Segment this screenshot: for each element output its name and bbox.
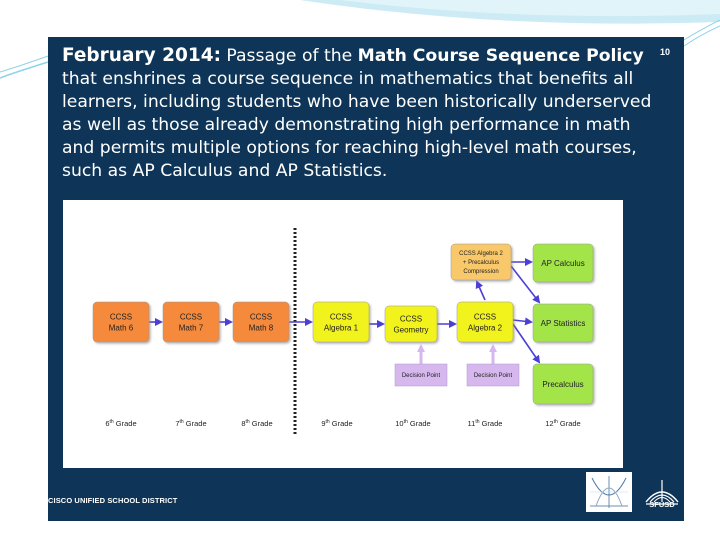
course-label: Math 6 — [108, 323, 134, 333]
grades-layer — [105, 419, 580, 428]
course-label: AP Statistics — [540, 318, 586, 328]
intro-line: learners, including students who have been historically underserved — [62, 92, 652, 112]
intro-line: that enshrines a course sequence in mathematics that benefits all — [62, 69, 634, 89]
boxes-layer — [93, 244, 593, 404]
grade-label: 10th Grade — [395, 419, 431, 428]
course-label: Algebra 1 — [323, 323, 359, 333]
course-box-bg — [313, 302, 369, 342]
course-label: CCSS — [249, 312, 273, 322]
grade-label: 6th Grade — [105, 419, 137, 428]
slide — [48, 37, 684, 521]
course-box-bg — [457, 302, 513, 342]
diagram-canvas — [63, 200, 623, 468]
slide-number: 10 — [659, 47, 670, 57]
decision-point-label: Decision Point — [473, 373, 513, 379]
sfusd-logo-text: SFUSD — [649, 500, 675, 509]
course-label: CCSS — [473, 312, 497, 322]
decision-point-label: Decision Point — [401, 373, 441, 379]
course-box-alg2 — [457, 302, 513, 342]
course-box-precalc — [533, 364, 593, 404]
course-box-comp — [451, 244, 511, 280]
course-label: CCSS — [399, 314, 423, 324]
flow-arrow — [477, 282, 485, 300]
course-box-bg — [163, 302, 219, 342]
course-label: Geometry — [393, 325, 429, 335]
course-label: Math 7 — [178, 323, 204, 333]
course-box-bg — [233, 302, 289, 342]
course-box-geo — [385, 306, 437, 342]
intro-pre: Passage of the — [220, 46, 358, 66]
intro-line: and permits multiple options for reaching high-level math courses, — [62, 138, 637, 158]
intro-line: as well as those already demonstrating high performance in math — [62, 115, 631, 135]
course-box-apcalc — [533, 244, 593, 282]
decision-point — [395, 364, 447, 386]
grade-label: 11th Grade — [467, 419, 503, 428]
course-label: CCSS — [329, 312, 353, 322]
intro-text — [62, 44, 662, 183]
grade-label: 12th Grade — [545, 419, 581, 428]
course-label: + Precalculus — [462, 260, 500, 267]
course-box-apstat — [533, 304, 593, 342]
course-label: CCSS Algebra 2 — [459, 251, 503, 258]
course-box-bg — [385, 306, 437, 342]
course-box-m7 — [163, 302, 219, 342]
course-sequence-diagram — [63, 200, 623, 468]
course-box-alg1 — [313, 302, 369, 342]
course-box-bg — [93, 302, 149, 342]
course-label: Math 8 — [248, 323, 274, 333]
course-label: Compression — [463, 269, 499, 276]
flow-arrow — [513, 320, 531, 322]
course-label: Precalculus — [542, 379, 584, 389]
decision-point — [467, 364, 519, 386]
course-box-m6 — [93, 302, 149, 342]
district-name: CISCO UNIFIED SCHOOL DISTRICT — [48, 496, 178, 505]
course-label: Algebra 2 — [467, 323, 503, 333]
intro-line: such as AP Calculus and AP Statistics. — [62, 161, 388, 181]
grade-label: 8th Grade — [241, 419, 273, 428]
graph-logo — [586, 472, 632, 512]
graph-logo-icon — [586, 472, 632, 512]
grade-label: 7th Grade — [175, 419, 207, 428]
policy-name: Math Course Sequence Policy — [357, 46, 644, 66]
course-box-m8 — [233, 302, 289, 342]
sfusd-logo-icon — [642, 470, 682, 516]
course-label: AP Calculus — [541, 258, 585, 268]
course-label: CCSS — [109, 312, 133, 322]
grade-label: 9th Grade — [321, 419, 353, 428]
course-label: CCSS — [179, 312, 203, 322]
intro-date: February 2014: — [62, 45, 221, 66]
